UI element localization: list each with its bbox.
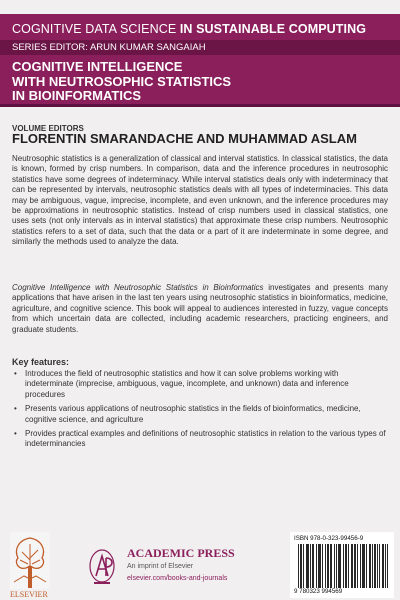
series-title — [12, 22, 366, 36]
barcode-box — [290, 532, 394, 598]
tree-icon — [10, 532, 50, 589]
book-title-italic: Cognitive Intelligence with Neutrosophic Statistics in Bioinformatics — [12, 283, 264, 292]
cover-body — [0, 107, 400, 532]
series-title-bold: IN SUSTAINABLE COMPUTING — [179, 22, 367, 36]
key-feature-item: • Presents various applications of neutrosophic statistics in the fields of bioinformatics, medicine, cognitive science, and agriculture — [12, 404, 388, 425]
description-paragraph-2 — [12, 283, 388, 335]
key-feature-item: • Provides practical examples and definitions of neutrosophic statistics in relation to the various types of indeterminancies — [12, 429, 388, 450]
publisher-url[interactable]: elsevier.com/books-and-journals — [127, 575, 228, 582]
barcode-digits: 9 780323 994569 — [294, 588, 343, 595]
book-title-line: COGNITIVE INTELLIGENCE — [12, 59, 183, 74]
series-title-light: COGNITIVE DATA SCIENCE — [12, 22, 177, 36]
top-margin — [0, 0, 400, 14]
volume-editors-label: VOLUME EDITORS — [12, 124, 84, 133]
book-title-line: WITH NEUTROSOPHIC STATISTICS — [12, 73, 232, 89]
key-feature-item: • Introduces the field of neutrosophic statistics and how it can solve problems working with indeterminate (imprecise, ambiguous, vague, incomplete, and unknown) data and inference procedures — [12, 369, 388, 400]
key-features-list — [12, 369, 388, 454]
elsevier-tree-logo — [10, 532, 50, 599]
description-text: investigates and presents many applications that have arisen in the last ten years using neutrosophic statistics in bioinformatics, medicine, agriculture, and cognitive science. This book will appeal to audiences interested in fuzzy, vague concepts from which uncertain data are collected, including academic researchers, practicing engineers, and graduate students. — [12, 283, 388, 334]
publisher-area — [0, 532, 400, 600]
publisher-name: ACADEMIC PRESS — [127, 546, 235, 560]
description-paragraph: Neutrosophic statistics is a generalization of classical and interval statistics. In classical statistics, the data is known, formed by crisp numbers. In comparison, data and the inference procedures in neutrosophic statistics have some degrees of indeterminacy. While interval statistics deals only with indeterminacy that can be represented by intervals, neutrosophic statistics deals with all types of indeterminacies. This data may be ambiguous, vague, imprecise, incomplete, and even unknown, and the inference procedures may be approximations in neutrosophic statistics. Instead of crisp numbers used in classical statistics, one uses sets (not only intervals as in interval statistics) that approximate these crisp numbers. Neutrosophic statistics refers to a set of data, such that the data or a part of it are indeterminate in some degree, and similarly the methods used to analyze the data. — [12, 154, 388, 247]
academic-press-logo-icon — [88, 548, 116, 588]
series-editor-strip — [0, 40, 400, 55]
isbn-label: ISBN 978-0-323-99456-9 — [294, 535, 364, 542]
header-band — [0, 14, 400, 104]
book-title-line: IN BIOINFORMATICS — [12, 88, 142, 103]
series-editor: SERIES EDITOR: ARUN KUMAR SANGAIAH — [12, 42, 206, 53]
publisher-imprint: An imprint of Elsevier — [127, 563, 194, 570]
book-title — [12, 60, 231, 104]
elsevier-label: ELSEVIER — [10, 590, 48, 599]
volume-editors-names: FLORENTIN SMARANDACHE AND MUHAMMAD ASLAM — [12, 131, 357, 146]
key-features-title: Key features: — [12, 357, 70, 367]
barcode-icon — [298, 544, 390, 588]
